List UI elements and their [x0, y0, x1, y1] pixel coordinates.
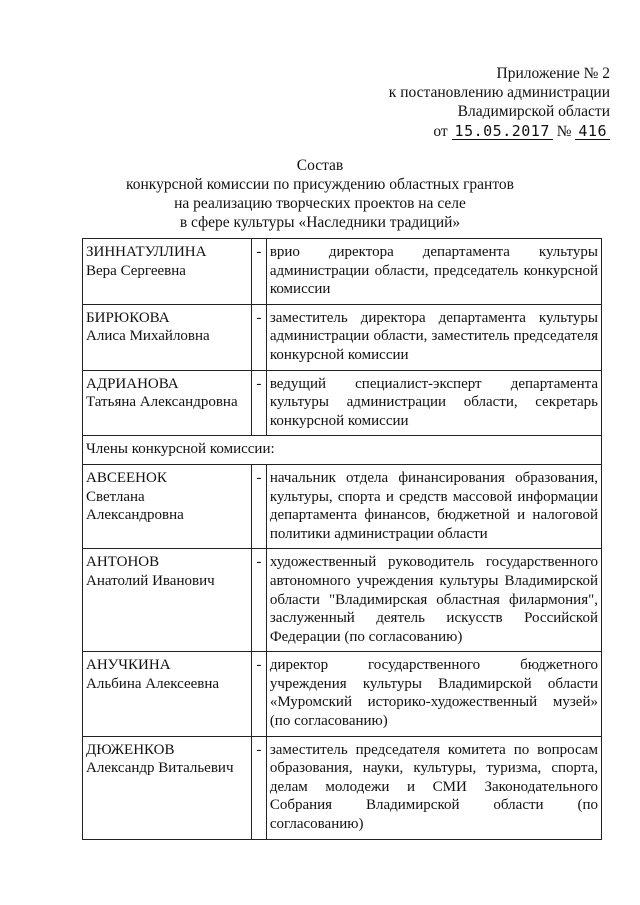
title-line-1: Состав	[296, 157, 344, 174]
member-role: директор государственного бюджетного учреждения культуры Владимирской области «Муромский историко-художественный музей» (по согласованию)	[266, 652, 601, 736]
member-role: художественный руководитель государственного автономного учреждения культуры Владимирской области "Владимирская областная филармония", заслуженный деятель искусств Российской Федерации (по согласованию)	[266, 549, 601, 652]
member-name	[83, 239, 252, 305]
title-line-4: в сфере культуры «Наследники традиций»	[179, 214, 461, 231]
dash-separator: -	[251, 736, 266, 839]
appendix-region-line: Владимирской области	[457, 103, 610, 120]
member-surname: АНТОНОВ	[86, 554, 160, 571]
member-name	[83, 736, 252, 839]
member-name	[83, 464, 252, 548]
member-surname: АВСЕЕНОК	[86, 469, 167, 486]
member-role: ведущий специалист-эксперт департамента культуры администрации области, секретарь конкурсной комиссии	[266, 370, 601, 436]
members-section-label: Члены конкурсной комиссии:	[83, 436, 602, 465]
table-row	[83, 370, 602, 436]
member-role: начальник отдела финансирования образования, культуры, спорта и средств массовой информации департамента финансов, бюджетной и налоговой политики администрации области	[266, 464, 601, 548]
dash-separator: -	[251, 652, 266, 736]
table-row	[83, 652, 602, 736]
table-row	[83, 736, 602, 839]
member-given-name: Алиса Михайловна	[86, 328, 210, 345]
date-prefix: от	[433, 123, 448, 140]
member-name	[83, 370, 252, 436]
table-row	[83, 304, 602, 370]
order-line	[389, 122, 610, 141]
member-surname: ЗИННАТУЛЛИНА	[86, 244, 207, 260]
commission-table	[82, 238, 602, 840]
appendix-number: Приложение № 2	[496, 65, 610, 82]
table-row	[83, 464, 602, 548]
member-role: заместитель директора департамента культуры администрации области, заместитель председателя конкурсной комиссии	[266, 304, 601, 370]
member-given-name: Светлана	[86, 488, 145, 505]
number-prefix: №	[556, 123, 572, 140]
member-role: врио директора департамента культуры администрации области, председатель конкурсной комиссии	[266, 239, 601, 305]
document-title	[0, 156, 640, 232]
member-given-name: Анатолий Иванович	[86, 572, 215, 589]
dash-separator: -	[251, 239, 266, 305]
order-date: 15.05.2017	[452, 123, 553, 140]
title-line-2: конкурсной комиссии по присуждению областных грантов	[126, 176, 514, 193]
title-line-3: на реализацию творческих проектов на селе	[174, 195, 466, 212]
section-row	[83, 436, 602, 465]
member-surname: АДРИАНОВА	[86, 375, 179, 392]
member-name	[83, 549, 252, 652]
dash-separator: -	[251, 549, 266, 652]
member-given-name: Вера Сергеевна	[86, 262, 186, 279]
member-role: заместитель председателя комитета по вопросам образования, науки, культуры, туризма, спорта, делам молодежи и СМИ Законодательного Собрания Владимирской области (по согласованию)	[266, 736, 601, 839]
dash-separator: -	[251, 370, 266, 436]
member-surname: ДЮЖЕНКОВ	[86, 741, 175, 758]
dash-separator: -	[251, 464, 266, 548]
member-surname: БИРЮКОВА	[86, 309, 170, 326]
table-row	[83, 549, 602, 652]
member-given-name: Александр Витальевич	[86, 760, 234, 777]
appendix-header	[389, 64, 610, 141]
member-given-name: Альбина Алексеевна	[86, 675, 220, 692]
member-surname: АНУЧКИНА	[86, 657, 171, 674]
table-row	[83, 239, 602, 305]
order-number: 416	[575, 123, 610, 140]
appendix-ref-line: к постановлению администрации	[388, 84, 610, 101]
dash-separator: -	[251, 304, 266, 370]
member-given-name: Татьяна Александровна	[86, 394, 238, 411]
member-patronymic: Александровна	[86, 507, 184, 524]
member-name	[83, 304, 252, 370]
member-name	[83, 652, 252, 736]
